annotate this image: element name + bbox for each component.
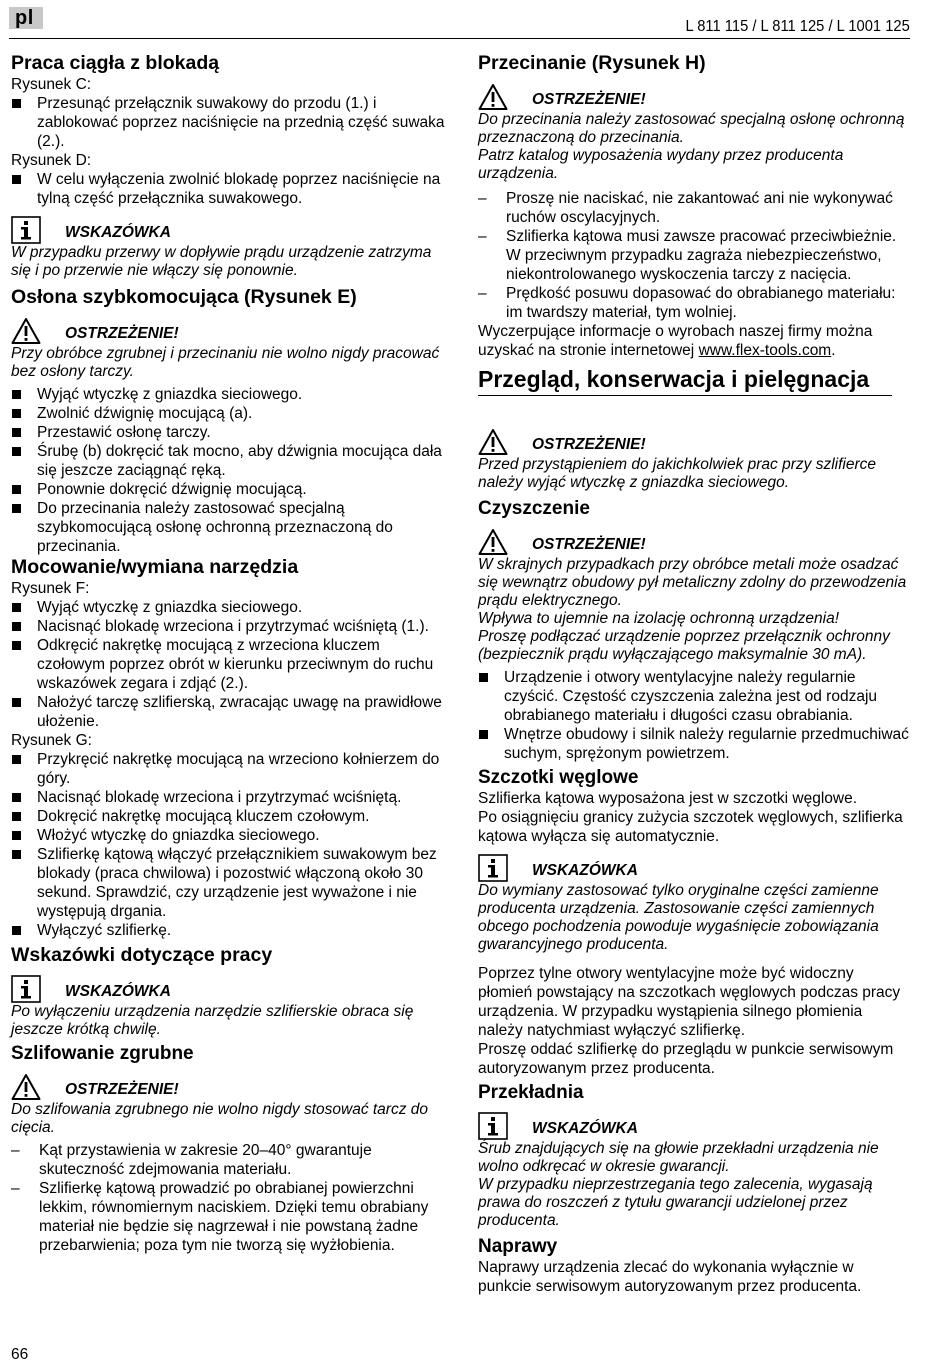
list-item: Szlifierkę kątową włączyć przełącznikiem suwakowym bez blokady (praca chwilowa) i pozostwić włączoną około 30 sekund. Sprawdzić, czy urządzenie jest wyważone i nie występują drgania. [11,845,447,921]
warning-text: Przy obróbce zgrubnej i przecinaniu nie wolno nigdy pracować bez osłony tarczy. [11,345,440,380]
paragraph: Po osiągnięciu granicy zużycia szczotek węglowych, szlifierka kątowa wyłącza się automatycznie. [478,809,903,845]
section-title: Praca ciągła z blokadą [11,52,220,74]
warning-callout [478,426,911,456]
note-text: Po wyłączeniu urządzenia narzędzie szlifierskie obraca się jeszcze krótką chwilę. [11,1003,414,1038]
paragraph: Poprzez tylne otwory wentylacyjne może być widoczny płomień powstający na szczotkach węglowych podczas pracy urządzenia. W przypadku wystąpienia silnego płomienia należy natychmiast wyłączyć szlifierkę. [478,965,901,1039]
list-item: – Kąt przystawienia w zakresie 20–40° gwarantuje skuteczność zdejmowania materiału. [11,1141,447,1179]
bullet-list [11,385,447,556]
list-item: Śrubę (b) dokręcić tak mocno, aby dźwignia mocująca dała się jeszcze zaciągnąć ręką. [11,442,447,480]
dash-list [11,1141,447,1255]
dash-list [478,189,911,322]
info-icon [11,216,41,244]
warning-text: Do szlifowania zgrubnego nie wolno nigdy stosować tarcz do cięcia. [11,1101,429,1136]
bullet-list [11,170,447,208]
warning-label: OSTRZEŻENIE! [532,436,646,453]
warning-icon [478,428,508,456]
warning-icon [478,83,508,111]
subsection-title: Przekładnia [478,1082,584,1103]
warning-text: Wpływa to ujemnie na izolację ochronną urządzenia! [478,610,840,627]
note-callout [11,973,447,1003]
paragraph: Naprawy urządzenia zlecać do wykonania wyłącznie w punkcie serwisowym autoryzowanym przez producenta. [478,1259,862,1295]
list-item: – Szlifierka kątowa musi zawsze pracować przeciwbieżnie. W przeciwnym przypadku zagraża niebezpieczeństwo, niekontrolowanego wyskoczenia tarczy z nacięcia. [478,227,911,284]
info-paragraph [478,322,911,360]
warning-text: W skrajnych przypadkach przy obróbce metali może osadzać się wewnątrz obudowy pył metaliczny zdolny do przewodzenia prądu elektrycznego. [478,556,907,609]
list-item: Wyłączyć szlifierkę. [11,921,447,940]
section-title: Wskazówki dotyczące pracy [11,944,273,966]
paragraph: Szlifierka kątowa wyposażona jest w szczotki węglowe. [478,790,858,807]
note-text: Do wymiany zastosować tylko oryginalne części zamienne producenta urządzenia. Zastosowanie części zamiennych obcego pochodzenia powoduje wygaśnięcie zobowiązania gwarancyjnego producenta. [478,882,879,953]
language-badge: pl [9,7,43,29]
info-text: Wyczerpujące informacje o wyrobach naszej firmy można uzyskać na stronie internetowej [478,323,873,359]
warning-text: Patrz katalog wyposażenia wydany przez producenta urządzenia. [478,147,844,182]
warning-text: Przed przystąpieniem do jakichkolwiek prac przy szlifierce należy wyjąć wtyczkę z gniazdka sieciowego. [478,456,876,491]
list-item: Wyjąć wtyczkę z gniazdka sieciowego. [11,598,447,617]
note-text: W przypadku nieprzestrzegania tego zalecenia, wygasają prawa do roszczeń z tytułu gwarancji udzielonej przez producenta. [478,1176,873,1229]
list-item: Ponownie dokręcić dźwignię mocującą. [11,480,447,499]
list-item: Przestawić osłonę tarczy. [11,423,447,442]
header-rule [9,38,910,39]
section-title: Przecinanie (Rysunek H) [478,52,706,74]
warning-icon [11,1073,41,1101]
list-item: Wnętrze obudowy i silnik należy regularnie przedmuchiwać suchym, sprężonym powietrzem. [478,725,911,763]
note-callout [478,1110,911,1140]
bullet-list [11,94,447,151]
warning-label: OSTRZEŻENIE! [65,1081,179,1098]
list-item: Zwolnić dźwignię mocującą (a). [11,404,447,423]
subsection-title: Naprawy [478,1236,558,1257]
warning-icon [11,317,41,345]
figure-ref: Rysunek G: [11,732,92,749]
section-title: Mocowanie/wymiana narzędzia [11,556,299,578]
warning-label: OSTRZEŻENIE! [532,536,646,553]
note-label: WSKAZÓWKA [532,1120,638,1137]
list-item: – Prędkość posuwu dopasować do obrabianego materiału: im twardszy materiał, tym wolniej. [478,284,911,322]
right-column [478,52,911,1296]
chapter-title: Przegląd, konserwacja i pielęgnacja [478,366,870,392]
warning-label: OSTRZEŻENIE! [532,91,646,108]
warning-icon [478,528,508,556]
list-item: Włożyć wtyczkę do gniazdka sieciowego. [11,826,447,845]
page-number: 66 [11,1346,29,1363]
bullet-list [478,668,911,763]
subsection-title: Czyszczenie [478,498,590,519]
model-numbers: L 811 115 / L 811 125 / L 1001 125 [685,18,910,35]
warning-callout [478,526,911,556]
warning-text: Proszę podłączać urządzenie poprzez przełącznik ochronny (bezpiecznik prądu wyłączającego maksymalnie 30 mA). [478,628,890,663]
figure-ref: Rysunek C: [11,76,92,93]
list-item: Dokręcić nakrętkę mocującą kluczem czołowym. [11,807,447,826]
note-label: WSKAZÓWKA [65,983,171,1000]
list-item: Odkręcić nakrętkę mocującą z wrzeciona kluczem czołowym poprzez obrót w kierunku przeciwnym do ruchu wskazówek zegara i zdjąć (2.). [11,636,447,693]
list-item: Wyjąć wtyczkę z gniazdka sieciowego. [11,385,447,404]
list-item: Przesunąć przełącznik suwakowy do przodu (1.) i zablokować poprzez naciśnięcie na przednią część suwaka (2.). [11,94,447,151]
paragraph: Proszę oddać szlifierkę do przeglądu w punkcie serwisowym autoryzowanym przez producenta. [478,1041,894,1077]
warning-callout [478,81,911,111]
note-callout [478,852,911,882]
list-item: Nacisnąć blokadę wrzeciona i przytrzymać wciśniętą. [11,788,447,807]
warning-callout [11,315,447,345]
list-item: Nałożyć tarczę szlifierską, zwracając uwagę na prawidłowe ułożenie. [11,693,447,731]
note-label: WSKAZÓWKA [65,224,171,241]
bullet-list [11,598,447,731]
list-item: – Proszę nie naciskać, nie zakantować ani nie wykonywać ruchów oscylacyjnych. [478,189,911,227]
info-icon [478,854,508,882]
website-link[interactable]: www.flex-tools.com [698,342,832,359]
info-text-end: . [831,342,836,359]
list-item: – Szlifierkę kątową prowadzić po obrabianej powierzchni lekkim, równomiernym naciskiem. Dzięki temu obrabiany materiał nie będzie się nagrzewał i nie powstaną żadne przebarwienia; poza tym nie tworzą się wyżłobienia. [11,1179,447,1255]
list-item: Nacisnąć blokadę wrzeciona i przytrzymać wciśniętą (1.). [11,617,447,636]
section-title: Osłona szybkomocująca (Rysunek E) [11,286,357,308]
note-callout [11,214,447,244]
info-icon [11,975,41,1003]
note-text: W przypadku przerwy w dopływie prądu urządzenie zatrzyma się i po przerwie nie włączy się ponownie. [11,244,432,279]
figure-ref: Rysunek F: [11,580,90,597]
note-label: WSKAZÓWKA [532,862,638,879]
warning-text: Do przecinania należy zastosować specjalną osłonę ochronną przeznaczoną do przecinania. [478,111,905,146]
left-column [11,52,447,1255]
subsection-title: Szlifowanie zgrubne [11,1043,194,1064]
bullet-list [11,750,447,940]
warning-label: OSTRZEŻENIE! [65,325,179,342]
list-item: Przykręcić nakrętkę mocującą na wrzeciono kołnierzem do góry. [11,750,447,788]
list-item: Urządzenie i otwory wentylacyjne należy regularnie czyścić. Częstość czyszczenia zależna jest od rodzaju obrabianego materiału i długości czasu obrabiania. [478,668,911,725]
info-icon [478,1112,508,1140]
note-text: Śrub znajdujących się na głowie przekładni urządzenia nie wolno odkręcać w okresie gwarancji. [478,1140,879,1175]
list-item: W celu wyłączenia zwolnić blokadę poprzez naciśnięcie na tylną część przełącznika suwakowego. [11,170,447,208]
list-item: Do przecinania należy zastosować specjalną szybkomocującą osłonę ochronną przeznaczoną do przecinania. [11,499,447,556]
warning-callout [11,1071,447,1101]
figure-ref: Rysunek D: [11,152,92,169]
subsection-title: Szczotki węglowe [478,767,639,788]
